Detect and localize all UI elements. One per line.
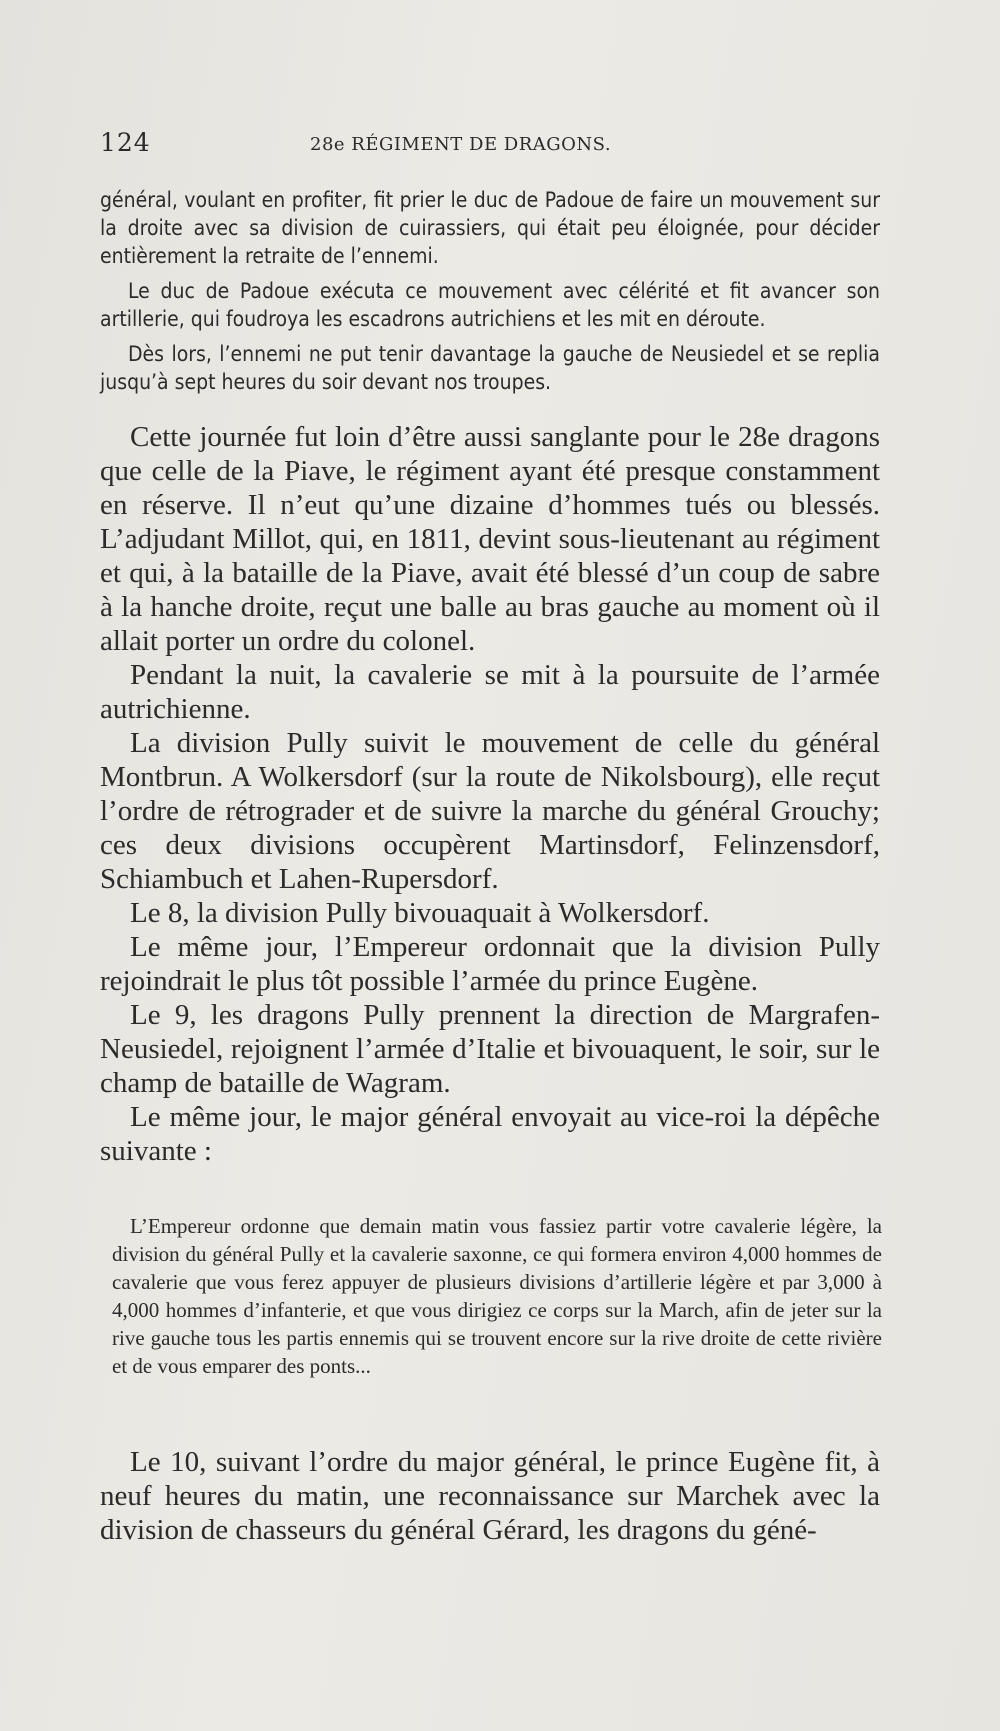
running-title: 28e RÉGIMENT DE DRAGONS. xyxy=(310,134,612,155)
quote-text: L’Empereur ordonne que demain matin vous fassiez partir votre cavalerie légère, la division du général Pully et la cavalerie saxonne, ce qui formera environ 4,000 hommes de cavalerie que vous ferez appuyer de plusieurs divisions d’artillerie légère et par 3,000 à 4,000 hommes d’infanterie, et que vous dirigiez ce corps sur la March, afin de jeter sur la rive gauche tous les partis ennemis qui se trouvent encore sur la rive droite de cette rivière et de vous emparer des ponts... xyxy=(112,1214,882,1378)
opening-paragraphs xyxy=(100,186,880,403)
page-header xyxy=(100,128,880,168)
closing-text xyxy=(100,1445,880,1547)
paragraph: Le même jour, le major général envoyait au vice-roi la dépêche suivante : xyxy=(100,1101,880,1167)
main-text xyxy=(100,420,880,1168)
quoted-dispatch xyxy=(112,1212,882,1380)
paragraph: général, voulant en profiter, fit prier le duc de Padoue de faire un mouvement sur la droite avec sa division de cuirassiers, qui était peu éloignée, pour décider entièrement la retraite de l’ennemi. xyxy=(100,188,880,268)
page-number: 124 xyxy=(100,128,151,157)
paragraph: Le 10, suivant l’ordre du major général, le prince Eugène fit, à neuf heures du matin, une reconnaissance sur Marchek avec la division de chasseurs du général Gérard, les dragons du géné- xyxy=(100,1446,880,1546)
paragraph: Le même jour, l’Empereur ordonnait que la division Pully rejoindrait le plus tôt possible l’armée du prince Eugène. xyxy=(100,931,880,997)
paragraph: Le 8, la division Pully bivouaquait à Wolkersdorf. xyxy=(130,897,710,929)
paragraph: Le duc de Padoue exécuta ce mouvement avec célérité et fit avancer son artillerie, qui foudroya les escadrons autrichiens et les mit en déroute. xyxy=(100,279,880,331)
paragraph: Pendant la nuit, la cavalerie se mit à la poursuite de l’armée autrichienne. xyxy=(100,659,880,725)
paragraph: Dès lors, l’ennemi ne put tenir davantage la gauche de Neusiedel et se replia jusqu’à sept heures du soir devant nos troupes. xyxy=(100,342,880,394)
paragraph: La division Pully suivit le mouvement de celle du général Montbrun. A Wolkersdorf (sur la route de Nikolsbourg), elle reçut l’ordre de rétrograder et de suivre la marche du général Grouchy; ces deux divisions occupèrent Martinsdorf, Felinzensdorf, Schiambuch et Lahen-Rupersdorf. xyxy=(100,727,880,895)
paragraph: Le 9, les dragons Pully prennent la direction de Margrafen-Neusiedel, rejoignent l’armée d’Italie et bivouaquent, le soir, sur le champ de bataille de Wagram. xyxy=(100,999,880,1099)
paragraph: Cette journée fut loin d’être aussi sanglante pour le 28e dragons que celle de la Piave, le régiment ayant été presque constamment en réserve. Il n’eut qu’une dizaine d’hommes tués ou blessés. L’adjudant Millot, qui, en 1811, devint sous-lieutenant au régiment et qui, à la bataille de la Piave, avait été blessé d’un coup de sabre à la hanche droite, reçut une balle au bras gauche au moment où il allait porter un ordre du colonel. xyxy=(100,421,880,657)
